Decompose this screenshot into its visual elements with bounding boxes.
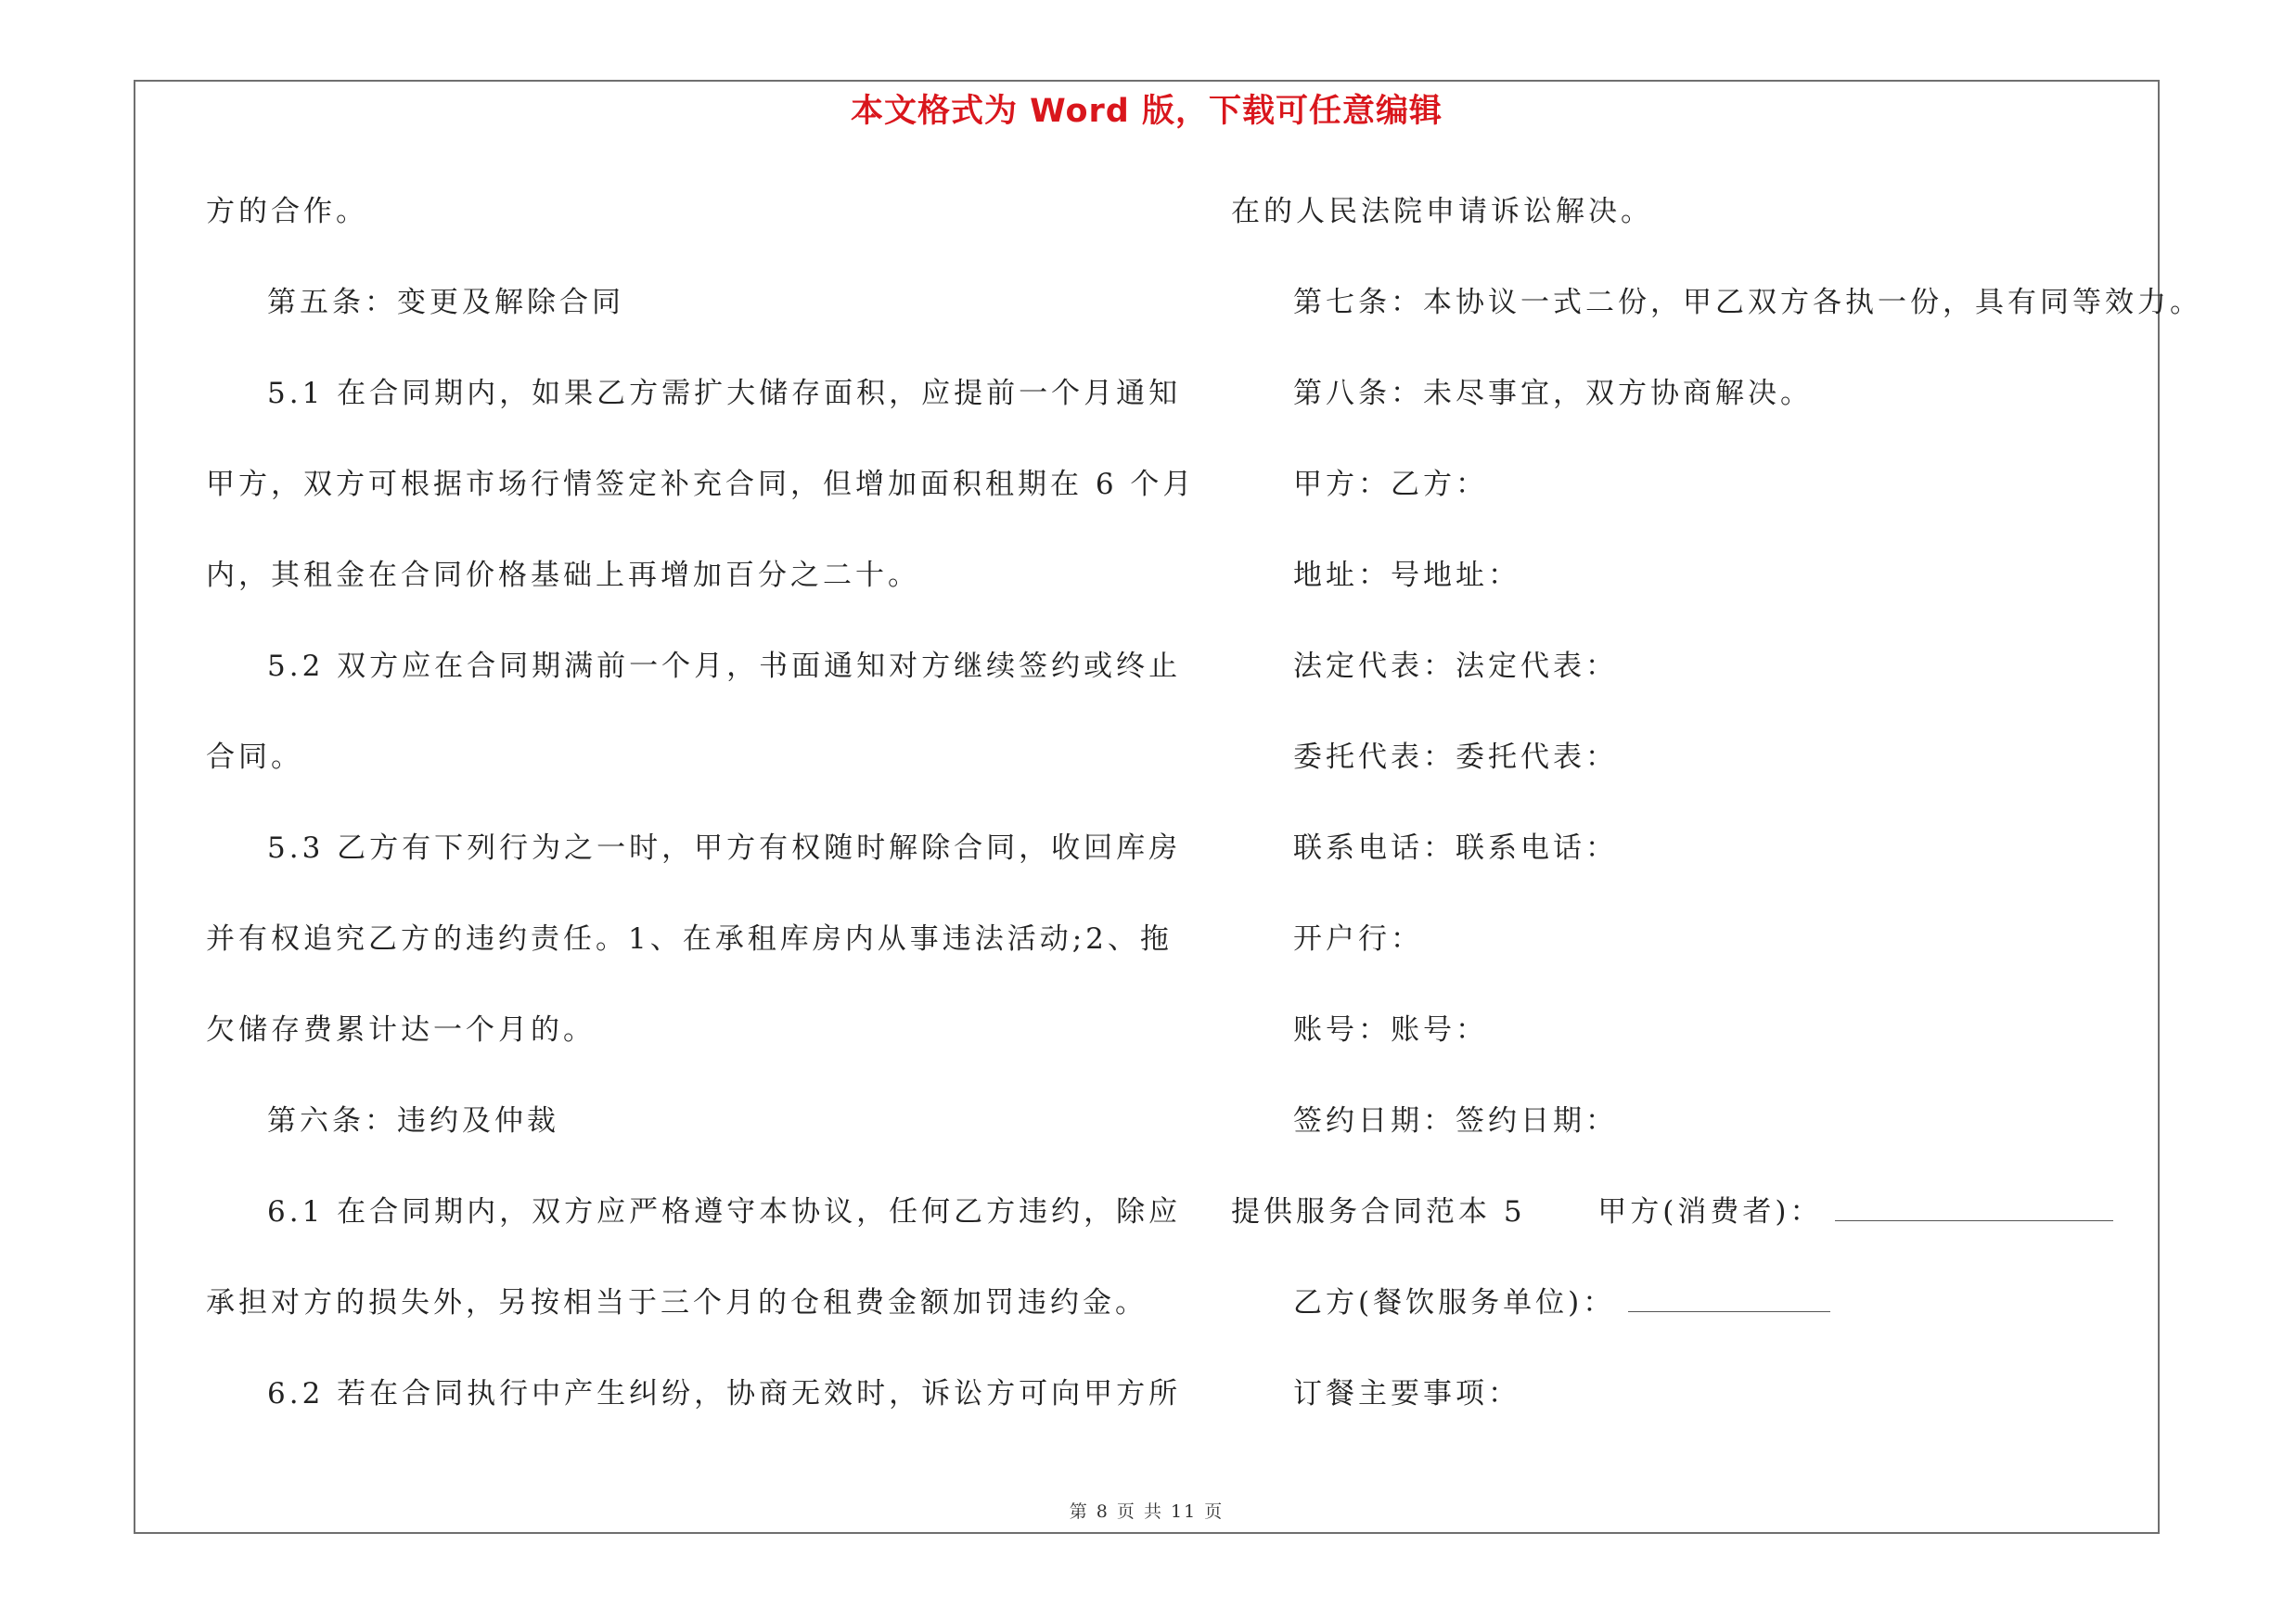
party-b-blank xyxy=(1628,1287,1830,1312)
format-banner: 本文格式为 Word 版，下载可任意编辑 xyxy=(850,93,1443,130)
phone-label: 联系电话：联系电话： xyxy=(1293,831,1618,865)
page-number: 第 8 页 共 11 页 xyxy=(1069,1501,1225,1522)
sample-5-line xyxy=(1231,1193,2113,1230)
left-line-9: 并有权追究乙方的违约责任。1、在承租库房内从事违法活动;2、拖 xyxy=(206,922,1173,956)
article-8: 第八条：未尽事宜，双方协商解决。 xyxy=(1293,377,1813,410)
bank-label: 开户行： xyxy=(1293,922,1423,956)
party-a-consumer-label: 甲方(消费者)： xyxy=(1597,1195,1823,1229)
article-6-heading: 第六条：违约及仲裁 xyxy=(267,1104,559,1138)
left-line-1: 方的合作。 xyxy=(206,195,368,228)
party-label: 甲方：乙方： xyxy=(1293,468,1488,501)
left-line-12: 6.1 在合同期内，双方应严格遵守本协议，任何乙方违约，除应 xyxy=(267,1195,1182,1229)
party-b-line xyxy=(1293,1284,1830,1321)
left-line-14: 6.2 若在合同执行中产生纠纷，协商无效时，诉讼方可向甲方所 xyxy=(267,1377,1182,1410)
account-label: 账号：账号： xyxy=(1293,1013,1488,1047)
article-5-heading: 第五条：变更及解除合同 xyxy=(267,286,624,319)
order-matters-label: 订餐主要事项： xyxy=(1293,1377,1520,1410)
left-line-5: 内，其租金在合同价格基础上再增加百分之二十。 xyxy=(206,559,920,592)
party-b-catering-label: 乙方(餐饮服务单位)： xyxy=(1293,1286,1616,1320)
party-a-blank xyxy=(1835,1196,2113,1221)
left-line-8: 5.3 乙方有下列行为之一时，甲方有权随时解除合同，收回库房 xyxy=(267,831,1182,865)
left-line-4: 甲方，双方可根据市场行情签定补充合同，但增加面积租期在 6 个月 xyxy=(206,468,1196,501)
agent-label: 委托代表：委托代表： xyxy=(1293,741,1618,774)
left-line-7: 合同。 xyxy=(206,741,303,774)
sample-5-heading: 提供服务合同范本 5 xyxy=(1231,1195,1526,1229)
left-line-6: 5.2 双方应在合同期满前一个月，书面通知对方继续签约或终止 xyxy=(267,650,1182,683)
legal-rep-label: 法定代表：法定代表： xyxy=(1293,650,1618,683)
right-line-1: 在的人民法院申请诉讼解决。 xyxy=(1231,195,1653,228)
article-7: 第七条：本协议一式二份，甲乙双方各执一份，具有同等效力。 xyxy=(1293,286,2202,319)
address-label: 地址：号地址： xyxy=(1293,559,1520,592)
left-line-13: 承担对方的损失外，另按相当于三个月的仓租费金额加罚违约金。 xyxy=(206,1286,1148,1320)
sign-date-label: 签约日期：签约日期： xyxy=(1293,1104,1618,1138)
left-line-3: 5.1 在合同期内，如果乙方需扩大储存面积，应提前一个月通知 xyxy=(267,377,1182,410)
left-line-10: 欠储存费累计达一个月的。 xyxy=(206,1013,596,1047)
